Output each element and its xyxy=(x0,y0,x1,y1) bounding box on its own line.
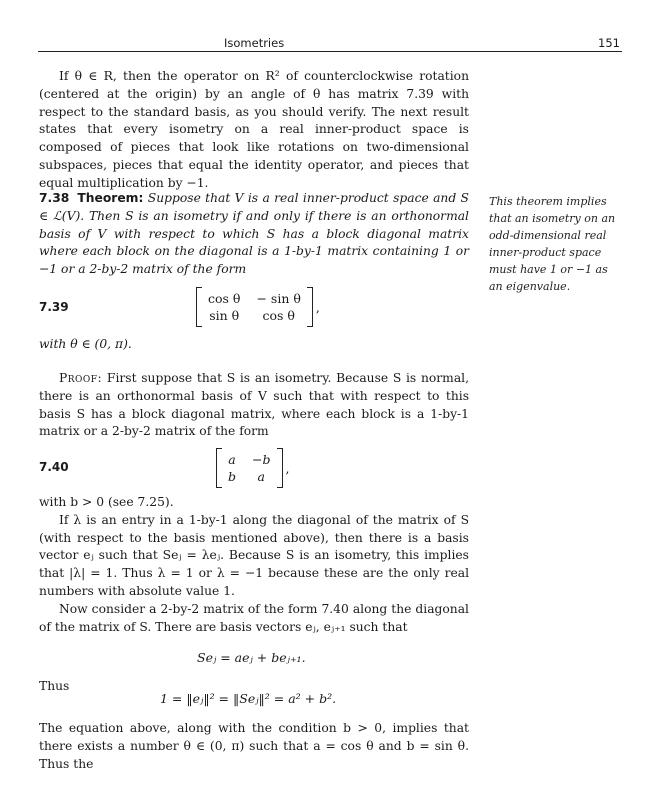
matrix-cell: − sin θ xyxy=(256,291,301,306)
matrix-cell: a xyxy=(257,469,265,484)
ab-matrix xyxy=(216,448,289,488)
theorem-block xyxy=(39,190,469,279)
final-text: The equation above, along with the condition b > 0, implies that there exists a number θ ∈ (0, π) such that a = cos θ and b = sin θ. Thus the xyxy=(39,721,469,771)
display-equation-norm: 1 = ‖eⱼ‖² = ‖Seⱼ‖² = a² + b². xyxy=(160,691,337,706)
paragraph-line: with b > 0 (see 7.25). xyxy=(39,495,174,509)
running-header-title: Isometries xyxy=(224,36,285,50)
equation-label-740: 7.40 xyxy=(39,460,69,474)
display-equation-se: Seⱼ = aeⱼ + beⱼ₊₁. xyxy=(197,650,306,665)
right-bracket xyxy=(307,287,313,327)
matrix-cell: b xyxy=(228,469,237,484)
right-bracket xyxy=(277,448,283,488)
header-rule xyxy=(38,51,622,52)
matrix-cell: sin θ xyxy=(209,308,240,323)
theorem-number: 7.38 xyxy=(39,191,70,205)
theta-condition: with θ ∈ (0, π). xyxy=(39,337,132,351)
intro-text: If θ ∈ R, then the operator on R² of counterclockwise rotation (centered at the origin) by an angle of θ has matrix 7.39 with respect to the standard basis, as you should verify. The next result states that every isometry on a real inner-product space is composed of pieces that look like rotations on two-dimensional subspaces, pieces that equal the identity operator, and pieces that equal multiplication by −1. xyxy=(39,69,469,190)
matrix-cell: a xyxy=(228,452,236,467)
margin-note: This theorem implies that an isometry on an odd-dimensional real inner-product space must have 1 or −1 as an eigenvalue. xyxy=(489,195,616,293)
theorem-text: Suppose that V is a real inner-product space and S ∈ ℒ(V). Then S is an isometry if and only if there is an orthonormal basis of V with respect to which S has a block diagonal matrix where each block on the diagonal is a 1-by-1 matrix containing 1 or −1 or a 2-by-2 matrix of the form xyxy=(39,191,469,277)
proof-continuation xyxy=(39,494,469,636)
matrix-comma: , xyxy=(285,460,290,476)
matrix-cell: cos θ xyxy=(208,291,241,306)
rotation-matrix xyxy=(196,287,320,327)
page-number: 151 xyxy=(598,36,620,50)
thus-text: Thus xyxy=(39,679,70,693)
equation-label-739: 7.39 xyxy=(39,300,69,314)
paragraph: If λ is an entry in a 1-by-1 along the diagonal of the matrix of S (with respect to the basis mentioned above), then there is a basis vector eⱼ such that Seⱼ = λeⱼ. Because S is an isometry, this implies that |λ| = 1. Thus λ = 1 or λ = −1 because these are the only real numbers with absolute value 1. xyxy=(39,512,469,598)
proof-text: First suppose that S is an isometry. Because S is normal, there is an orthonormal basis of V such that with respect to this basis S has a block diagonal matrix, where each block is a 1-by-1 matrix or a 2-by-2 matrix of the form xyxy=(39,371,469,439)
proof-paragraph xyxy=(39,370,469,441)
proof-label: Proof: xyxy=(59,371,103,385)
paragraph: Now consider a 2-by-2 matrix of the form 7.40 along the diagonal of the matrix of S. There are basis vectors eⱼ, eⱼ₊₁ such that xyxy=(39,601,469,634)
matrix-cell: cos θ xyxy=(262,308,295,323)
intro-paragraph xyxy=(39,68,469,193)
final-paragraph xyxy=(39,720,469,773)
theorem-label: Theorem: xyxy=(77,191,144,205)
matrix-comma: , xyxy=(315,299,320,315)
matrix-cell: −b xyxy=(252,452,271,467)
